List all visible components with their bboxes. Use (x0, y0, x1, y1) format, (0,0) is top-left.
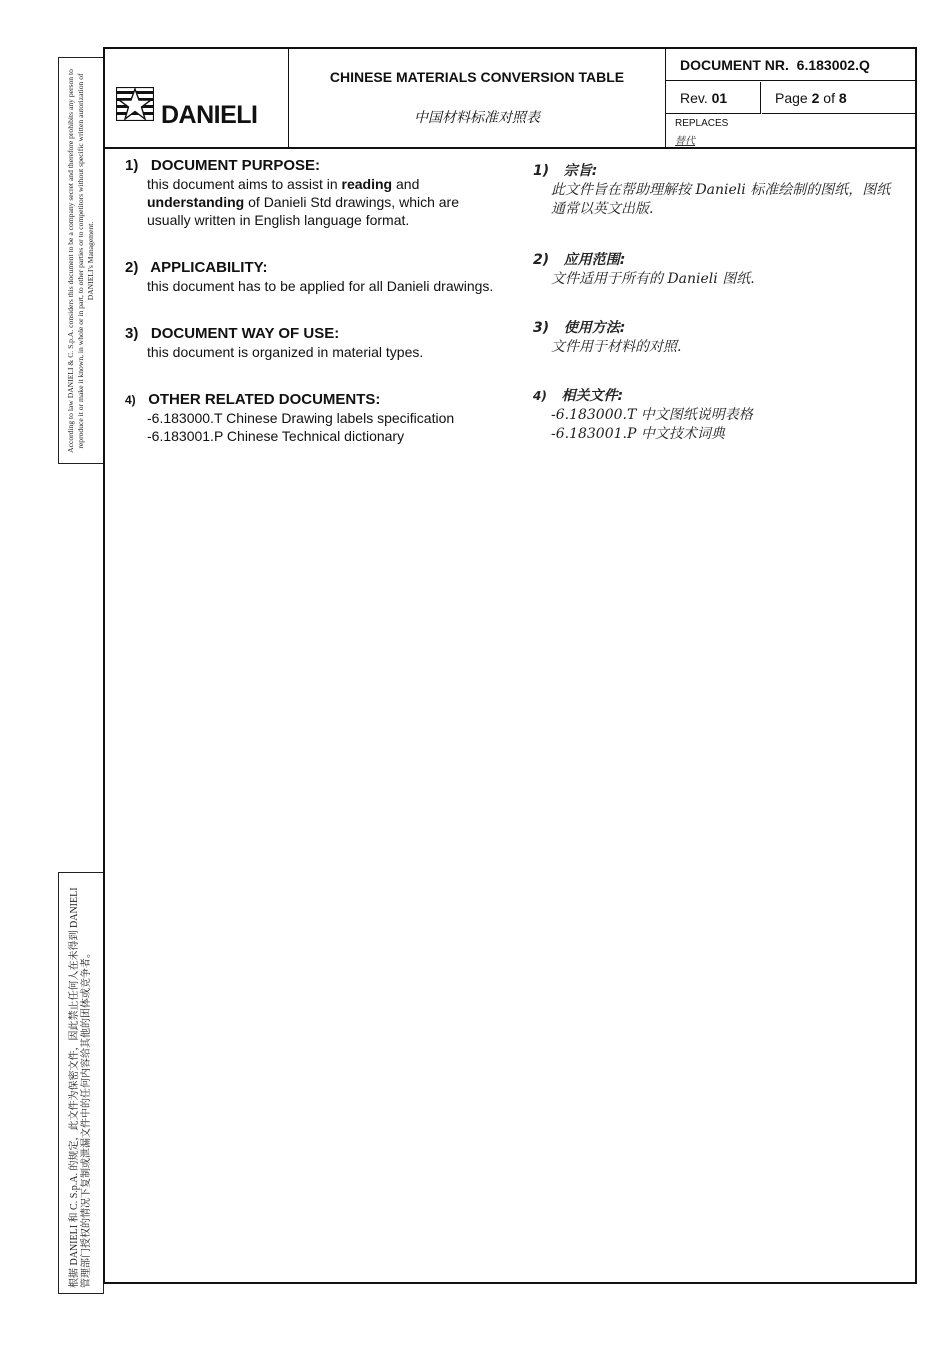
section-title (533, 162, 893, 181)
related-doc-item: -6.183000.T 中文图纸说明表格 (551, 407, 753, 423)
section-heading: APPLICABILITY: (150, 259, 268, 276)
section-number: 3) (533, 320, 550, 336)
page-value: 2 (811, 90, 820, 106)
section-body (125, 175, 495, 229)
document-title-cn: 中国材料标准对照表 (414, 110, 540, 126)
logo-wordmark: DANIELI (161, 101, 258, 129)
section-heading: 使用方法: (563, 320, 626, 336)
cn-section-purpose (533, 162, 893, 219)
section-heading: DOCUMENT PURPOSE: (150, 157, 321, 174)
section-number: 2) (125, 259, 139, 276)
english-column (125, 157, 495, 445)
rev-value: 01 (711, 90, 728, 106)
section-applicability (125, 259, 495, 295)
section-number: 2) (533, 252, 550, 268)
section-title (125, 157, 495, 175)
replaces-label: REPLACES (675, 118, 729, 129)
section-number: 1) (533, 163, 550, 179)
doc-nr-label: DOCUMENT NR. (680, 57, 789, 73)
section-related-documents (125, 391, 495, 445)
body-text: and (392, 176, 420, 192)
section-body (125, 409, 495, 445)
info-cell (666, 49, 915, 147)
body-text: of Danieli Std drawings, which are usually written in English language format. (147, 194, 460, 228)
section-heading: DOCUMENT WAY OF USE: (150, 325, 340, 342)
body-bold: reading (341, 176, 393, 192)
side-notice-bottom (58, 872, 104, 1294)
cn-section-related-documents (533, 387, 893, 444)
section-body: this document has to be applied for all Danieli drawings. (147, 278, 494, 294)
page-label: Page (775, 90, 808, 106)
revision (666, 82, 761, 114)
section-title (125, 325, 495, 343)
document-title-en: CHINESE MATERIALS CONVERSION TABLE (329, 69, 625, 85)
side-notice-top-text: According to law DANIELI & C. S.p.A. considers this document to be a company secret and therefore prohibits any person to reproduce it or make it known, in whole or in part, to other parties or to competitors without specific written autorization of DANIELI's Management. (66, 68, 95, 453)
rev-label: Rev. (680, 90, 708, 106)
cn-section-applicability (533, 251, 893, 289)
section-title (533, 251, 893, 270)
page-indicator (762, 82, 915, 114)
section-body (533, 406, 893, 444)
cn-section-way-of-use (533, 319, 893, 357)
section-number: 3) (125, 325, 139, 342)
chinese-column (533, 162, 893, 444)
document-header (105, 49, 915, 149)
section-body: 文件适用于所有的 Danieli 图纸. (551, 271, 755, 287)
section-body: 文件用于材料的对照. (551, 339, 682, 355)
document-frame (103, 47, 917, 1284)
section-heading: 宗旨: (563, 163, 598, 179)
section-body: this document is organized in material types. (147, 344, 424, 360)
title-cell (289, 49, 666, 147)
body-text: this document aims to assist in (147, 176, 342, 192)
section-number: 4) (125, 393, 136, 407)
doc-nr-value: 6.183002.Q (796, 57, 870, 73)
section-heading: 应用范围: (563, 252, 626, 268)
document-number (666, 49, 915, 81)
section-title (533, 319, 893, 338)
related-doc-item: -6.183001.P 中文技术词典 (551, 426, 725, 442)
section-purpose (125, 157, 495, 229)
danieli-star-logo-icon (116, 87, 154, 121)
section-title (533, 387, 893, 406)
section-number: 1) (125, 157, 139, 174)
side-notice-top (58, 57, 104, 464)
body-bold: understanding (147, 194, 245, 210)
logo-cell (105, 49, 289, 147)
section-way-of-use (125, 325, 495, 361)
section-title (125, 259, 495, 277)
section-number: 4) (533, 389, 547, 403)
related-doc-item: -6.183000.T Chinese Drawing labels specification (147, 410, 455, 426)
of-label: of (823, 90, 835, 106)
replaces-cn-label: 替代 (675, 136, 695, 147)
section-heading: OTHER RELATED DOCUMENTS: (148, 391, 381, 408)
section-title (125, 391, 495, 409)
section-heading: 相关文件: (561, 388, 624, 404)
related-doc-item: -6.183001.P Chinese Technical dictionary (147, 428, 405, 444)
section-body: 此文件旨在帮助理解按 Danieli 标准绘制的图纸，图纸通常以英文出版. (551, 182, 891, 217)
side-notice-bottom-text: 根据 DANIELI 和 C. S.p.A. 的规定，此文件为保密文件，因此禁止任何人在未得到 DANIELI 管理部门授权的情况下复制或泄漏文件中的任何内容给其他的团体或竞争者。 (69, 887, 92, 1288)
page-total: 8 (838, 90, 847, 106)
